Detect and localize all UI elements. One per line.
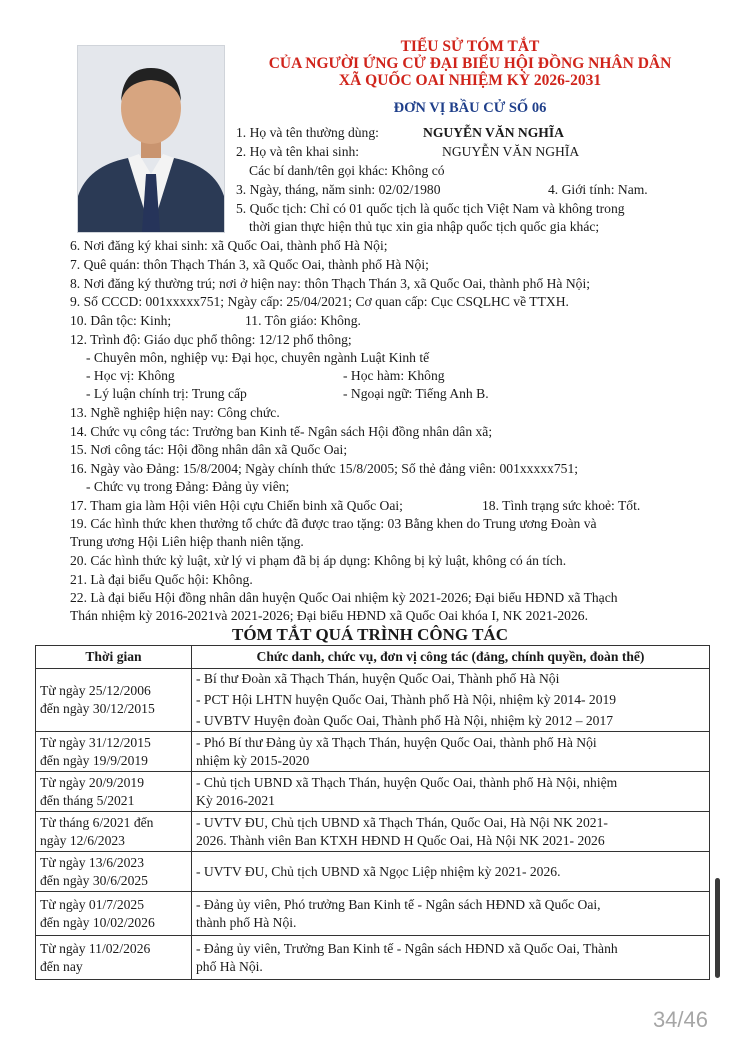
- residence-line: 8. Nơi đăng ký thường trú; nơi ở hiện nay: thôn Thạch Thán 3, xã Quốc Oai, thành phố Hà Nội;: [70, 276, 591, 291]
- position-cell: [192, 892, 710, 936]
- specialty-line: - Chuyên môn, nghiệp vụ: Đại học, chuyên ngành Luật Kinh tế: [86, 350, 430, 365]
- time-to: đến ngày 30/6/2025: [40, 872, 148, 888]
- position-line: - UVBTV Huyện đoàn Quốc Oai, Thành phố Hà Nội, nhiệm kỳ 2012 – 2017: [196, 713, 614, 728]
- occupation-line: 13. Nghề nghiệp hiện nay: Công chức.: [70, 405, 280, 420]
- discipline-line: 20. Các hình thức kỷ luật, xử lý vi phạm đã bị áp dụng: Không bị kỷ luật, không có án tích.: [70, 553, 567, 568]
- birth-name-value: NGUYỄN VĂN NGHĨA: [442, 144, 580, 159]
- position-cell: [192, 772, 710, 812]
- work-history-table: [35, 645, 710, 980]
- position-line: 2026. Thành viên Ban KTXH HĐND H Quốc Oai, Hà Nội NK 2021- 2026: [196, 832, 605, 848]
- table-row: [36, 936, 710, 980]
- table-row: [36, 732, 710, 772]
- doc-title: TIỂU SỬ TÓM TẮT: [400, 38, 540, 55]
- table-header-row: [36, 646, 710, 669]
- position-line: Kỳ 2016-2021: [196, 792, 275, 808]
- time-from: Từ ngày 20/9/2019: [40, 774, 145, 790]
- time-cell: [36, 669, 192, 732]
- time-from: Từ ngày 01/7/2025: [40, 896, 145, 912]
- time-from: Từ tháng 6/2021 đến: [40, 814, 154, 830]
- doc-term: XÃ QUỐC OAI NHIỆM KỲ 2026-2031: [338, 72, 602, 89]
- position-line: thành phố Hà Nội.: [196, 914, 297, 930]
- table-row: [36, 892, 710, 936]
- party-position-line: - Chức vụ trong Đảng: Đảng ủy viên;: [86, 479, 290, 494]
- column-header-time: Thời gian: [36, 646, 192, 669]
- national-assembly-line: 21. Là đại biểu Quốc hội: Không.: [70, 572, 253, 587]
- time-to: đến tháng 5/2021: [40, 792, 135, 808]
- table-row: [36, 669, 710, 732]
- position-line: phố Hà Nội.: [196, 958, 263, 974]
- foreign-language-line: - Ngoại ngữ: Tiếng Anh B.: [343, 386, 489, 401]
- nationality-line-2: thời gian thực hiện thủ tục xin gia nhập quốc tịch quốc gia khác;: [249, 219, 600, 234]
- position-line: - Đảng ủy viên, Trưởng Ban Kinh tế - Ngân sách HĐND xã Quốc Oai, Thành: [196, 940, 618, 956]
- scrollbar-thumb[interactable]: [715, 878, 720, 978]
- alias-line: Các bí danh/tên gọi khác: Không có: [249, 163, 445, 178]
- table-row: [36, 772, 710, 812]
- time-to: đến ngày 30/12/2015: [40, 701, 155, 716]
- position-line: - PCT Hội LHTN huyện Quốc Oai, Thành phố Hà Nội, nhiệm kỳ 2014- 2019: [196, 692, 617, 707]
- time-from: Từ ngày 13/6/2023: [40, 854, 145, 870]
- position-cell: [192, 669, 710, 732]
- council-delegate-line: 22. Là đại biểu Hội đồng nhân dân huyện Quốc Oai nhiệm kỳ 2021-2026; Đại biểu HĐND xã Thạch: [70, 590, 618, 605]
- position-line: - Phó Bí thư Đảng ủy xã Thạch Thán, huyện Quốc Oai, thành phố Hà Nội: [196, 734, 597, 750]
- birthdate-line: 3. Ngày, tháng, năm sinh: 02/02/1980: [236, 182, 441, 197]
- portrait-photo: [77, 45, 225, 233]
- page-indicator: 34/46: [652, 1007, 708, 1032]
- political-theory-line: - Lý luận chính trị: Trung cấp: [86, 386, 247, 401]
- position-line: 14. Chức vụ công tác: Trưởng ban Kinh tế- Ngân sách Hội đồng nhân dân xã;: [70, 424, 493, 439]
- table-row: [36, 812, 710, 852]
- time-cell: [36, 852, 192, 892]
- time-from: Từ ngày 31/12/2015: [40, 734, 151, 750]
- degree-line: - Học vị: Không: [86, 368, 175, 383]
- party-join-line: 16. Ngày vào Đảng: 15/8/2004; Ngày chính thức 15/8/2005; Số thẻ đảng viên: 001xxxxx751;: [70, 461, 579, 476]
- time-cell: [36, 812, 192, 852]
- association-line: 17. Tham gia làm Hội viên Hội cựu Chiến binh xã Quốc Oai;: [70, 498, 403, 513]
- time-cell: [36, 772, 192, 812]
- position-line: - Bí thư Đoàn xã Thạch Thán, huyện Quốc Oai, Thành phố Hà Nội: [196, 671, 560, 686]
- position-line: nhiệm kỳ 2015-2020: [196, 752, 310, 768]
- time-from: Từ ngày 11/02/2026: [40, 940, 151, 956]
- council-delegate-line-2: Thán nhiệm kỳ 2016-2021và 2021-2026; Đại biểu HĐND xã Quốc Oai khóa I, NK 2021-2026.: [70, 608, 588, 623]
- electoral-unit: ĐƠN VỊ BẦU CỬ SỐ 06: [393, 100, 547, 116]
- education-line: 12. Trình độ: Giáo dục phổ thông: 12/12 phổ thông;: [70, 332, 352, 347]
- time-from: Từ ngày 25/12/2006: [40, 683, 151, 698]
- awards-line-2: Trung ương Hội Liên hiệp thanh niên tặng.: [70, 534, 304, 549]
- time-cell: [36, 936, 192, 980]
- awards-line: 19. Các hình thức khen thưởng tổ chức đã được trao tặng: 03 Bằng khen do Trung ương Đoàn và: [70, 516, 597, 531]
- column-header-position: Chức danh, chức vụ, đơn vị công tác (đảng, chính quyền, đoàn thể): [192, 646, 710, 669]
- birth-registration-line: 6. Nơi đăng ký khai sinh: xã Quốc Oai, thành phố Hà Nội;: [70, 238, 388, 253]
- work-history-title: TÓM TẮT QUÁ TRÌNH CÔNG TÁC: [232, 625, 508, 644]
- religion-line: 11. Tôn giáo: Không.: [245, 313, 361, 328]
- doc-subtitle: CỦA NGƯỜI ỨNG CỬ ĐẠI BIỂU HỘI ĐỒNG NHÂN DÂN: [268, 55, 672, 72]
- position-cell: [192, 812, 710, 852]
- time-to: đến ngày 19/9/2019: [40, 752, 148, 768]
- hometown-line: 7. Quê quán: thôn Thạch Thán 3, xã Quốc Oai, thành phố Hà Nội;: [70, 257, 429, 272]
- position-line: - UVTV ĐU, Chủ tịch UBND xã Thạch Thán, Quốc Oai, Hà Nội NK 2021-: [196, 814, 608, 830]
- name-label: 1. Họ và tên thường dùng:: [236, 125, 379, 140]
- time-to: đến nay: [40, 958, 83, 974]
- time-to: ngày 12/6/2023: [40, 832, 125, 848]
- health-line: 18. Tình trạng sức khoẻ: Tốt.: [482, 498, 641, 513]
- table-row: [36, 852, 710, 892]
- time-cell: [36, 892, 192, 936]
- academic-title-line: - Học hàm: Không: [343, 368, 445, 383]
- gender-line: 4. Giới tính: Nam.: [548, 182, 648, 197]
- time-to: đến ngày 10/02/2026: [40, 914, 155, 930]
- time-cell: [36, 732, 192, 772]
- name-value: NGUYỄN VĂN NGHĨA: [423, 125, 564, 140]
- nationality-line: 5. Quốc tịch: Chỉ có 01 quốc tịch là quốc tịch Việt Nam và không trong: [236, 201, 625, 216]
- position-line: - UVTV ĐU, Chủ tịch UBND xã Ngọc Liệp nhiệm kỳ 2021- 2026.: [196, 863, 561, 879]
- position-line: - Chủ tịch UBND xã Thạch Thán, huyện Quốc Oai, thành phố Hà Nội, nhiệm: [196, 774, 618, 790]
- ethnicity-line: 10. Dân tộc: Kinh;: [70, 313, 172, 328]
- position-cell: [192, 936, 710, 980]
- id-card-line: 9. Số CCCD: 001xxxxx751; Ngày cấp: 25/04/2021; Cơ quan cấp: Cục CSQLHC về TTXH.: [70, 294, 569, 309]
- position-cell: [192, 852, 710, 892]
- position-cell: [192, 732, 710, 772]
- workplace-line: 15. Nơi công tác: Hội đồng nhân dân xã Quốc Oai;: [70, 442, 348, 457]
- position-line: - Đảng ủy viên, Phó trưởng Ban Kinh tế - Ngân sách HĐND xã Quốc Oai,: [196, 896, 601, 912]
- birth-name-label: 2. Họ và tên khai sinh:: [236, 144, 360, 159]
